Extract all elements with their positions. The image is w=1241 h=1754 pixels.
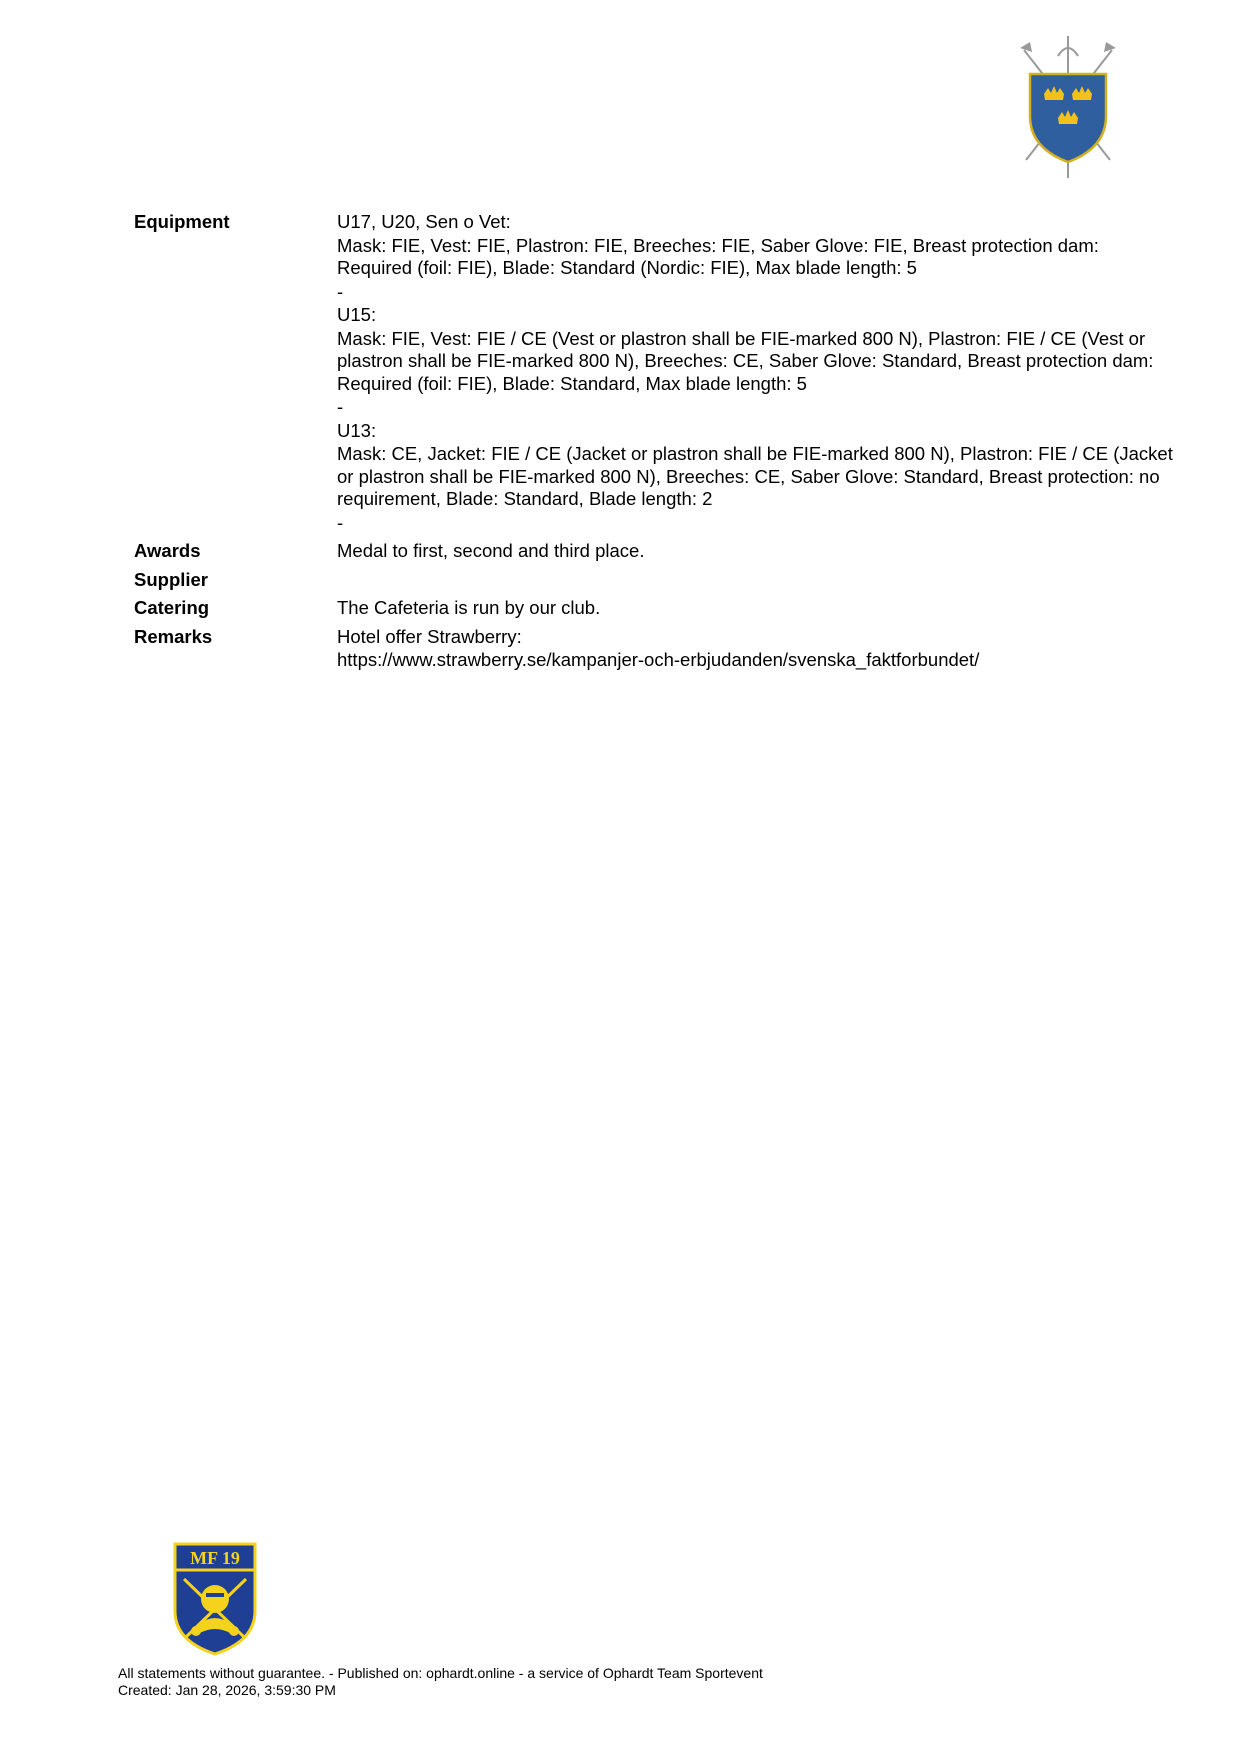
value-equipment (337, 211, 1174, 540)
equipment-line: - (337, 396, 344, 417)
footer-disclaimer: All statements without guarantee. - Published on: ophardt.online - a service of Ophardt Team Sportevent (118, 1665, 763, 1681)
equipment-line: U17, U20, Sen o Vet: (337, 211, 511, 232)
equipment-line: Mask: FIE, Vest: FIE, Plastron: FIE, Breeches: FIE, Saber Glove: FIE, Breast protection dam: Required (foil: FIE), Blade: Standard (Nordic: FIE), Max blade length: 5 (337, 234, 1099, 278)
row-awards (134, 540, 1174, 569)
remarks-line: Hotel offer Strawberry: (337, 625, 522, 647)
mf19-club-shield-icon (172, 1541, 258, 1657)
value-awards: Medal to first, second and third place. (337, 540, 645, 561)
value-remarks (337, 626, 1174, 672)
row-supplier (134, 569, 1174, 598)
equipment-line: - (337, 280, 344, 302)
row-remarks (134, 626, 1174, 672)
label-catering: Catering (134, 597, 210, 618)
competition-info-table (134, 211, 1174, 672)
remarks-link[interactable]: https://www.strawberry.se/kampanjer-och-erbjudanden/svenska_faktforbundet/ (337, 649, 980, 670)
equipment-line: U15: (337, 304, 377, 325)
row-catering (134, 597, 1174, 626)
equipment-line: U13: (337, 419, 377, 441)
label-equipment: Equipment (134, 211, 230, 232)
row-equipment (134, 211, 1174, 540)
value-catering: The Cafeteria is run by our club. (337, 597, 601, 618)
equipment-line: Mask: CE, Jacket: FIE / CE (Jacket or plastron shall be FIE-marked 800 N), Plastron: FIE / CE (Jacket or plastron shall be FIE-marked 800 N), Breeches: CE, Saber Glove: Standard, Breast protection: no requirement, Blade: Standard, Blade length: 2 (337, 443, 1173, 509)
footer-created-date: Created: Jan 28, 2026, 3:59:30 PM (118, 1681, 336, 1698)
page-footer (118, 1665, 763, 1698)
equipment-line: - (337, 511, 344, 533)
label-supplier: Supplier (134, 568, 209, 590)
fencing-federation-shield-icon (1018, 36, 1118, 178)
label-awards: Awards (134, 540, 201, 561)
value-supplier (337, 569, 1174, 598)
mf19-logo-text: MF 19 (190, 1548, 240, 1568)
label-remarks: Remarks (134, 625, 213, 647)
equipment-line: Mask: FIE, Vest: FIE / CE (Vest or plastron shall be FIE-marked 800 N), Plastron: FIE / CE (Vest or plastron shall be FIE-marked 800 N), Breeches: CE, Saber Glove: Standard, Breast protection dam: Required (foil: FIE), Blade: Standard, Max blade length: 5 (337, 327, 1154, 394)
